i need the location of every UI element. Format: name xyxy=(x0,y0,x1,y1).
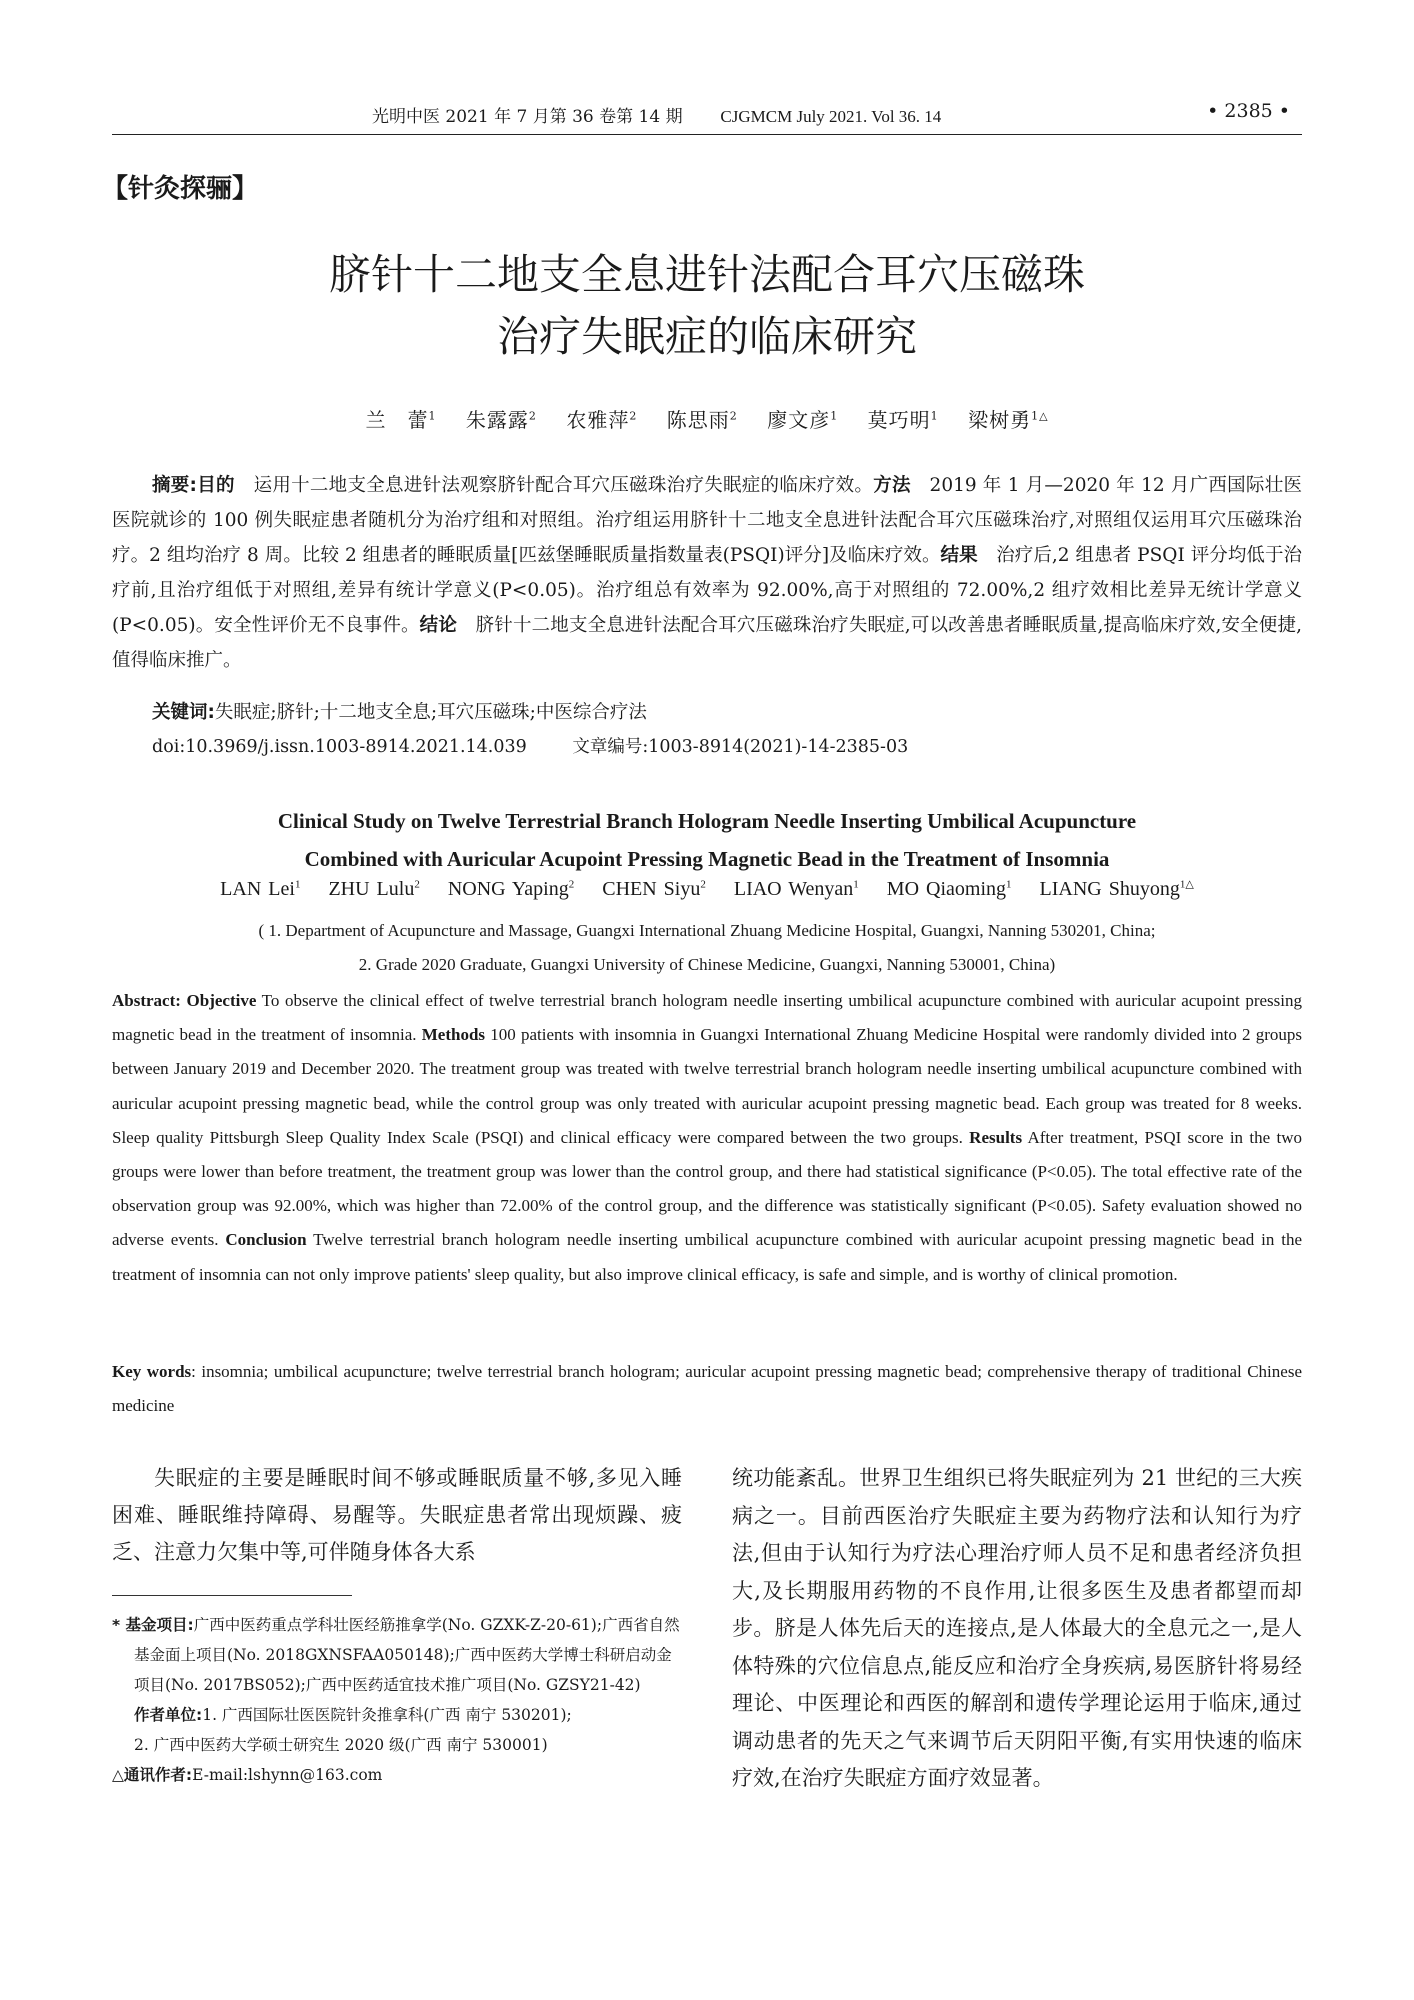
affiliation-1: ( 1. Department of Acupuncture and Massage, Guangxi International Zhuang Medicine Hospital, Guangxi, Nanning 530201, China; xyxy=(258,921,1156,940)
results-label-en: Results xyxy=(969,1127,1023,1147)
author-cn: 朱露露$^2$ xyxy=(465,408,537,432)
conclusion-label-en: Conclusion xyxy=(225,1230,307,1250)
author-cn: 农雅萍$^2$ xyxy=(566,408,638,432)
conclusion-text-cn: 脐针十二地支全息进针法配合耳穴压磁珠治疗失眠症,可以改善患者睡眠质量,提高临床疗效,安全便捷,值得临床推广。 xyxy=(112,615,1302,671)
affiliation-2: 2. Grade 2020 Graduate, Guangxi University of Chinese Medicine, Guangxi, Nanning 530001, China) xyxy=(358,955,1056,974)
objective-label-cn: 目的 xyxy=(196,475,235,496)
journal-cn: 光明中医 2021 年 7 月第 36 卷第 14 期 xyxy=(372,107,683,127)
fund-footnote xyxy=(112,1610,687,1700)
unit-2: 2. 广西中医药大学硕士研究生 2020 级(广西 南宁 530001) xyxy=(134,1736,548,1754)
body-paragraph: 统功能紊乱。世界卫生组织已将失眠症列为 21 世纪的三大疾病之一。目前西医治疗失眠症主要为药物疗法和认知行为疗法,但由于认知行为疗法心理治疗师人员不足和患者经济负担大,及长期服用药物的不良作用,让很多医生及患者都望而却步。脐是人体先后天的连接点,是人体最大的全息元之一,是人体特殊的穴位信息点,能反应和治疗全身疾病,易医脐针将易经理论、中医理论和西医的解剖和遗传学理论运用于临床,通过调动患者的先天之气来调节后天阴阳平衡,有实用快速的临床疗效,在治疗失眠症方面疗效显著。 xyxy=(732,1466,1302,1790)
column-label: 【针灸探骊】 xyxy=(102,174,259,204)
fund-text: 广西中医药重点学科壮医经筋推拿学(No. GZXK-Z-20-61);广西省自然基金面上项目(No. 2018GXNSFAA050148);广西中医药大学博士科研启动金项目(No. 2017BS052);广西中医药适宜技术推广项目(No. GZSY21-42) xyxy=(134,1616,680,1694)
keywords-cn-label: 关键词: xyxy=(152,702,215,723)
objective-label-en: Objective xyxy=(186,991,257,1010)
doi: doi:10.3969/j.issn.1003-8914.2021.14.039 xyxy=(152,737,527,757)
unit-footnote xyxy=(112,1700,687,1730)
author-cn: 梁树勇$^{1\triangle}$ xyxy=(968,408,1049,432)
author-en: MO Qiaoming$^1$ xyxy=(886,877,1012,900)
author-en: LIAO Wenyan$^1$ xyxy=(733,877,859,900)
conclusion-text-en: Twelve terrestrial branch hologram needle inserting umbilical acupuncture combined with auricular acupoint pressing magnetic bead in the treatment of insomnia can not only improve patients' sleep quality, but also improve clinical efficacy, is safe and simple, and is worthy of clinical promotion. xyxy=(112,1230,1302,1284)
author-cn: 兰 蕾$^1$ xyxy=(365,408,437,432)
abstract-en-label: Abstract: xyxy=(112,991,181,1010)
corr-email: E-mail:lshynn@163.com xyxy=(192,1766,383,1784)
title-en-line-1: Clinical Study on Twelve Terrestrial Branch Hologram Needle Inserting Umbilical Acupuncture xyxy=(277,809,1137,833)
keywords-en xyxy=(112,1355,1302,1423)
author-cn: 莫巧明$^1$ xyxy=(867,408,939,432)
title-cn-line-2: 治疗失眠症的临床研究 xyxy=(496,312,917,361)
author-en: LAN Lei$^1$ xyxy=(220,877,301,900)
body-paragraph: 失眠症的主要是睡眠时间不够或睡眠质量不够,多见入睡困难、睡眠维持障碍、易醒等。失眠症患者常出现烦躁、疲乏、注意力欠集中等,可伴随身体各大系 xyxy=(112,1466,682,1564)
abstract-en xyxy=(112,984,1302,1292)
doi-line xyxy=(152,733,908,758)
keywords-en-text: : insomnia; umbilical acupuncture; twelve terrestrial branch hologram; auricular acupoint pressing magnetic bead; comprehensive therapy of traditional Chinese medicine xyxy=(112,1362,1302,1415)
header-rule xyxy=(112,134,1302,135)
footnotes xyxy=(112,1610,687,1790)
abstract-cn xyxy=(112,468,1302,678)
methods-text-en: 100 patients with insomnia in Guangxi International Zhuang Medicine Hospital were randomly divided into 2 groups between January 2019 and December 2020. The treatment group was treated with twelve terrestrial branch hologram needle inserting umbilical acupuncture combined with auricular acupoint pressing magnetic bead, while the control group was only treated with auricular acupoint pressing magnetic bead. Each group was treated for 8 weeks. Sleep quality Pittsburgh Sleep Quality Index Scale (PSQI) and clinical efficacy were compared between the two groups. xyxy=(112,1025,1302,1147)
article-number: 文章编号:1003-8914(2021)-14-2385-03 xyxy=(572,737,909,757)
title-cn-line-1: 脐针十二地支全息进针法配合耳穴压磁珠 xyxy=(328,250,1085,299)
page-number: • 2385 • xyxy=(1207,100,1290,122)
author-en: NONG Yaping$^2$ xyxy=(447,877,575,900)
keywords-cn-text: 失眠症;脐针;十二地支全息;耳穴压磁珠;中医综合疗法 xyxy=(214,702,647,723)
abstract-cn-label: 摘要: xyxy=(152,475,197,496)
results-label-cn: 结果 xyxy=(940,545,978,566)
conclusion-label-cn: 结论 xyxy=(419,615,457,636)
objective-text-cn: 运用十二地支全息进针法观察脐针配合耳穴压磁珠治疗失眠症的临床疗效。 xyxy=(234,475,874,496)
body-left-column xyxy=(112,1460,682,1571)
title-en xyxy=(0,802,1414,878)
corr-label: △通讯作者: xyxy=(112,1766,193,1784)
title-en-line-2: Combined with Auricular Acupoint Pressing Magnetic Bead in the Treatment of Insomnia xyxy=(304,847,1110,871)
unit-1: 1. 广西国际壮医医院针灸推拿科(广西 南宁 530201); xyxy=(202,1706,572,1724)
results-text-en: After treatment, PSQI score in the two groups were lower than before treatment, the treatment group was lower than the control group, and there had statistical significance (P<0.05). The total effective rate of the observation group was 92.00%, which was higher than 72.00% of the control group, and the difference was statistically significant (P<0.05). Safety evaluation showed no adverse events. xyxy=(112,1127,1302,1250)
unit-label: 作者单位: xyxy=(134,1706,203,1724)
results-text-cn: 治疗后,2 组患者 PSQI 评分均低于治疗前,且治疗组低于对照组,差异有统计学意义(P<0.05)。治疗组总有效率为 92.00%,高于对照组的 72.00%,2 组疗效相比差异无统计学意义(P<0.05)。安全性评价无不良事件。 xyxy=(112,545,1303,636)
objective-text-en: To observe the clinical effect of twelve terrestrial branch hologram needle inserting umbilical acupuncture combined with auricular acupoint pressing magnetic bead in the treatment of insomnia. xyxy=(112,991,1302,1045)
affiliations-en xyxy=(0,914,1414,982)
authors-en xyxy=(0,877,1414,901)
keywords-en-label: Key words xyxy=(112,1362,192,1381)
keywords-cn xyxy=(152,698,647,724)
body-right-column xyxy=(732,1460,1302,1798)
authors-cn xyxy=(0,404,1414,433)
fund-label: * 基金项目: xyxy=(112,1616,194,1634)
author-en: CHEN Siyu$^2$ xyxy=(602,877,706,900)
methods-label-en: Methods xyxy=(421,1025,486,1045)
author-cn: 陈思雨$^2$ xyxy=(666,408,738,432)
running-header xyxy=(112,98,1302,128)
title-cn xyxy=(0,244,1414,368)
footnote-rule xyxy=(112,1595,352,1596)
methods-text-cn: 2019 年 1 月—2020 年 12 月广西国际壮医医院就诊的 100 例失眠症患者随机分为治疗组和对照组。治疗组运用脐针十二地支全息进针法配合耳穴压磁珠治疗,对照组仅运用耳穴压磁珠治疗。2 组均治疗 8 周。比较 2 组患者的睡眠质量[匹兹堡睡眠质量指数量表(PSQI)评分]及临床疗效。 xyxy=(112,475,1302,566)
author-cn: 廖文彦$^1$ xyxy=(767,408,839,432)
methods-label-cn: 方法 xyxy=(873,475,911,496)
author-en: LIANG Shuyong$^{1\triangle}$ xyxy=(1039,877,1194,900)
journal-en: CJGMCM July 2021. Vol 36. 14 xyxy=(720,107,942,126)
corresponding-footnote xyxy=(112,1760,687,1790)
journal-info xyxy=(372,102,941,127)
author-en: ZHU Lulu$^2$ xyxy=(328,877,420,900)
